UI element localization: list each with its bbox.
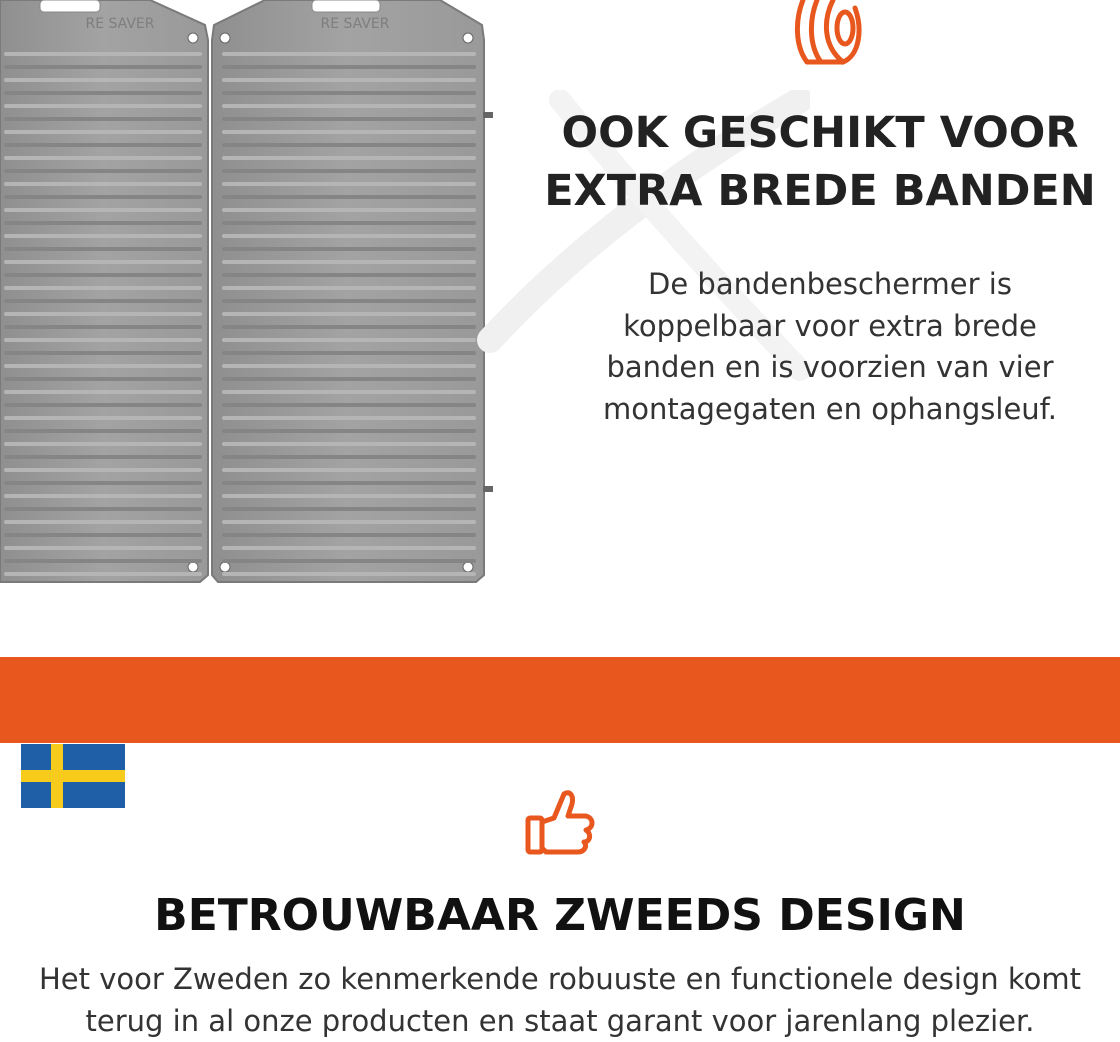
product-rib	[222, 286, 476, 290]
product-rib	[222, 429, 476, 433]
product-rib	[4, 572, 202, 576]
product-rib	[222, 182, 476, 186]
product-rib	[222, 559, 476, 563]
product-rib	[222, 377, 476, 381]
product-rib	[222, 221, 476, 225]
product-rib	[4, 247, 202, 251]
product-rib	[4, 286, 202, 290]
product-rib	[4, 468, 202, 472]
product-rib	[222, 260, 476, 264]
product-rib	[222, 468, 476, 472]
product-rib	[4, 169, 202, 173]
product-rib	[4, 325, 202, 329]
product-rib	[4, 442, 202, 446]
product-rib	[222, 416, 476, 420]
product-rib	[4, 234, 202, 238]
product-rib	[222, 572, 476, 576]
product-rib	[4, 143, 202, 147]
product-rib	[4, 364, 202, 368]
product-rib	[4, 494, 202, 498]
product-ribs	[4, 52, 476, 576]
product-rib	[222, 338, 476, 342]
section-body-wide-tires: De bandenbeschermer is koppelbaar voor extra brede banden en is voorzien van vier montagegaten en ophangsleuf.	[603, 267, 1057, 426]
product-rib	[222, 195, 476, 199]
product-rib	[4, 533, 202, 537]
product-rib	[4, 156, 202, 160]
tire-icon	[793, 0, 865, 66]
product-rib	[222, 390, 476, 394]
thumbs-up-icon	[524, 788, 596, 856]
product-rib	[4, 260, 202, 264]
product-rib	[4, 117, 202, 121]
product-rib	[222, 143, 476, 147]
product-rib	[222, 481, 476, 485]
product-rib	[4, 455, 202, 459]
product-rib	[222, 351, 476, 355]
product-rib	[4, 65, 202, 69]
section-body-swedish-design	[0, 958, 1120, 1042]
product-rib	[4, 130, 202, 134]
product-rib	[222, 234, 476, 238]
product-rib	[222, 91, 476, 95]
product-rib	[4, 338, 202, 342]
product-rib	[222, 169, 476, 173]
product-rib	[222, 507, 476, 511]
orange-divider-band	[0, 657, 1120, 743]
product-rib	[222, 130, 476, 134]
product-rib	[4, 104, 202, 108]
heading-line-2: EXTRA BREDE BANDEN	[544, 166, 1096, 216]
product-rib	[4, 195, 202, 199]
product-rib	[4, 416, 202, 420]
product-rib	[222, 117, 476, 121]
body-line-1: Het voor Zweden zo kenmerkende robuuste en functionele design komt	[38, 962, 1082, 996]
product-rib	[222, 104, 476, 108]
product-rib	[4, 208, 202, 212]
product-rib	[222, 312, 476, 316]
product-rib	[4, 520, 202, 524]
product-rib	[4, 559, 202, 563]
product-rib	[222, 325, 476, 329]
product-rib	[4, 390, 202, 394]
heading-line-1: OOK GESCHIKT VOOR	[561, 108, 1079, 158]
product-rib	[4, 403, 202, 407]
tire-saver-product-image	[0, 0, 500, 590]
product-print-left: RE SAVER	[85, 16, 155, 32]
product-rib	[222, 78, 476, 82]
product-rib	[4, 221, 202, 225]
product-rib	[222, 494, 476, 498]
product-rib	[4, 182, 202, 186]
product-rib	[4, 546, 202, 550]
product-rib	[4, 507, 202, 511]
product-rib	[222, 299, 476, 303]
body-line-2: terug in al onze producten en staat garant voor jarenlang plezier.	[85, 1004, 1035, 1038]
product-print-right: RE SAVER	[320, 16, 390, 32]
product-rib	[4, 429, 202, 433]
product-rib	[222, 273, 476, 277]
section-heading-wide-tires	[540, 104, 1100, 220]
product-rib	[222, 156, 476, 160]
product-rib	[222, 455, 476, 459]
product-rib	[4, 312, 202, 316]
sweden-flag-icon	[21, 744, 125, 808]
product-rib	[4, 273, 202, 277]
product-rib	[222, 208, 476, 212]
product-rib	[222, 520, 476, 524]
product-rib	[4, 52, 202, 56]
product-rib	[4, 91, 202, 95]
product-rib	[222, 442, 476, 446]
product-rib	[4, 78, 202, 82]
product-rib	[4, 377, 202, 381]
product-rib	[4, 351, 202, 355]
product-rib	[4, 481, 202, 485]
product-rib	[222, 364, 476, 368]
section-heading-swedish-design: BETROUWBAAR ZWEEDS DESIGN	[154, 890, 966, 941]
product-rib	[222, 247, 476, 251]
product-rib	[222, 403, 476, 407]
product-rib	[222, 533, 476, 537]
product-rib	[222, 546, 476, 550]
product-rib	[222, 65, 476, 69]
product-rib	[222, 52, 476, 56]
product-rib	[4, 299, 202, 303]
